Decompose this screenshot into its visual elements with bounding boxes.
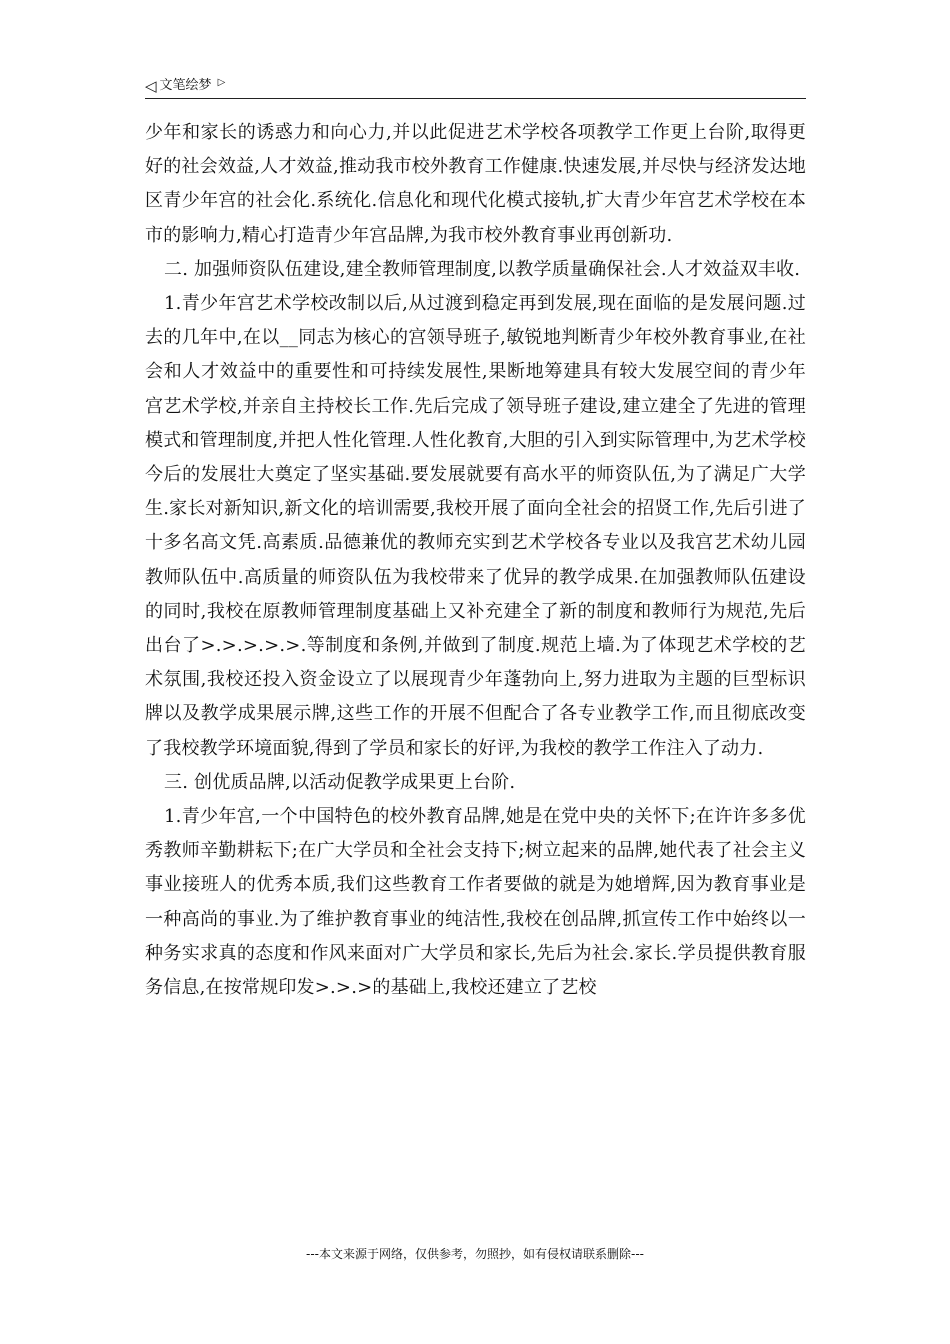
paragraph-continuation: 少年和家长的诱惑力和向心力,并以此促进艺术学校各项教学工作更上台阶,取得更好的社会效益,人才效益,推动我市校外教育工作健康.快速发展,并尽快与经济发达地区青少年宫的社会化.系统化.信息化和现代化模式接轨,扩大青少年宫艺术学校在本市的影响力,精心打造青少年宫品牌,为我市校外教育事业再创新功. [145, 122, 806, 246]
section-heading-2: 二. 加强师资队伍建设,建全教师管理制度,以教学质量确保社会.人才效益双丰收. [164, 258, 801, 280]
paragraph-brand: 1.青少年宫,一个中国特色的校外教育品牌,她是在党中央的关怀下;在许许多多优秀教师辛勤耕耘下;在广大学员和全社会支持下;树立起来的品牌,她代表了社会主义事业接班人的优秀本质,我们这些教育工作者要做的就是为她增辉,因为教育事业是一种高尚的事业.为了维护教育事业的纯洁性,我校在创品牌,抓宣传工作中始终以一种务实求真的态度和作风来面对广大学员和家长,先后为社会.家长.学员提供教育服务信息,在按常规印发>.>.>的基础上,我校还建立了艺校 [145, 806, 806, 999]
triangle-left-icon: ◁ [145, 77, 157, 95]
document-body [145, 116, 806, 1005]
header-title: 文笔绘梦 [159, 78, 212, 93]
section-heading-3: 三. 创优质品牌,以活动促教学成果更上台阶. [164, 771, 516, 793]
paragraph-teacher-team: 1.青少年宫艺术学校改制以后,从过渡到稳定再到发展,现在面临的是发展问题.过去的几年中,在以__同志为核心的宫领导班子,敏锐地判断青少年校外教育事业,在社会和人才效益中的重要性和可持续发展性,果断地筹建具有较大发展空间的青少年宫艺术学校,并亲自主持校长工作.先后完成了领导班子建设,建立建全了先进的管理模式和管理制度,并把人性化管理.人性化教育,大胆的引入到实际管理中,为艺术学校今后的发展壮大奠定了坚实基础.要发展就要有高水平的师资队伍,为了满足广大学生.家长对新知识,新文化的培训需要,我校开展了面向全社会的招贤工作,先后引进了十多名高文凭.高素质.品德兼优的教师充实到艺术学校各专业以及我宫艺术幼儿园教师队伍中.高质量的师资队伍为我校带来了优异的教学成果.在加强教师队伍建设的同时,我校在原教师管理制度基础上又补充建全了新的制度和教师行为规范,先后出台了>.>.>.>.>.等制度和条例,并做到了制度.规范上墙.为了体现艺术学校的艺术氛围,我校还投入资金设立了以展现青少年蓬勃向上,努力进取为主题的巨型标识牌以及教学成果展示牌,这些工作的开展不但配合了各专业教学工作,而且彻底改变了我校教学环境面貌,得到了学员和家长的好评,为我校的教学工作注入了动力. [145, 293, 806, 759]
page-header [145, 74, 806, 99]
page-footer: ---本文来源于网络，仅供参考，勿照抄，如有侵权请联系删除--- [306, 1247, 644, 1261]
triangle-right-icon: ▷ [217, 77, 226, 88]
